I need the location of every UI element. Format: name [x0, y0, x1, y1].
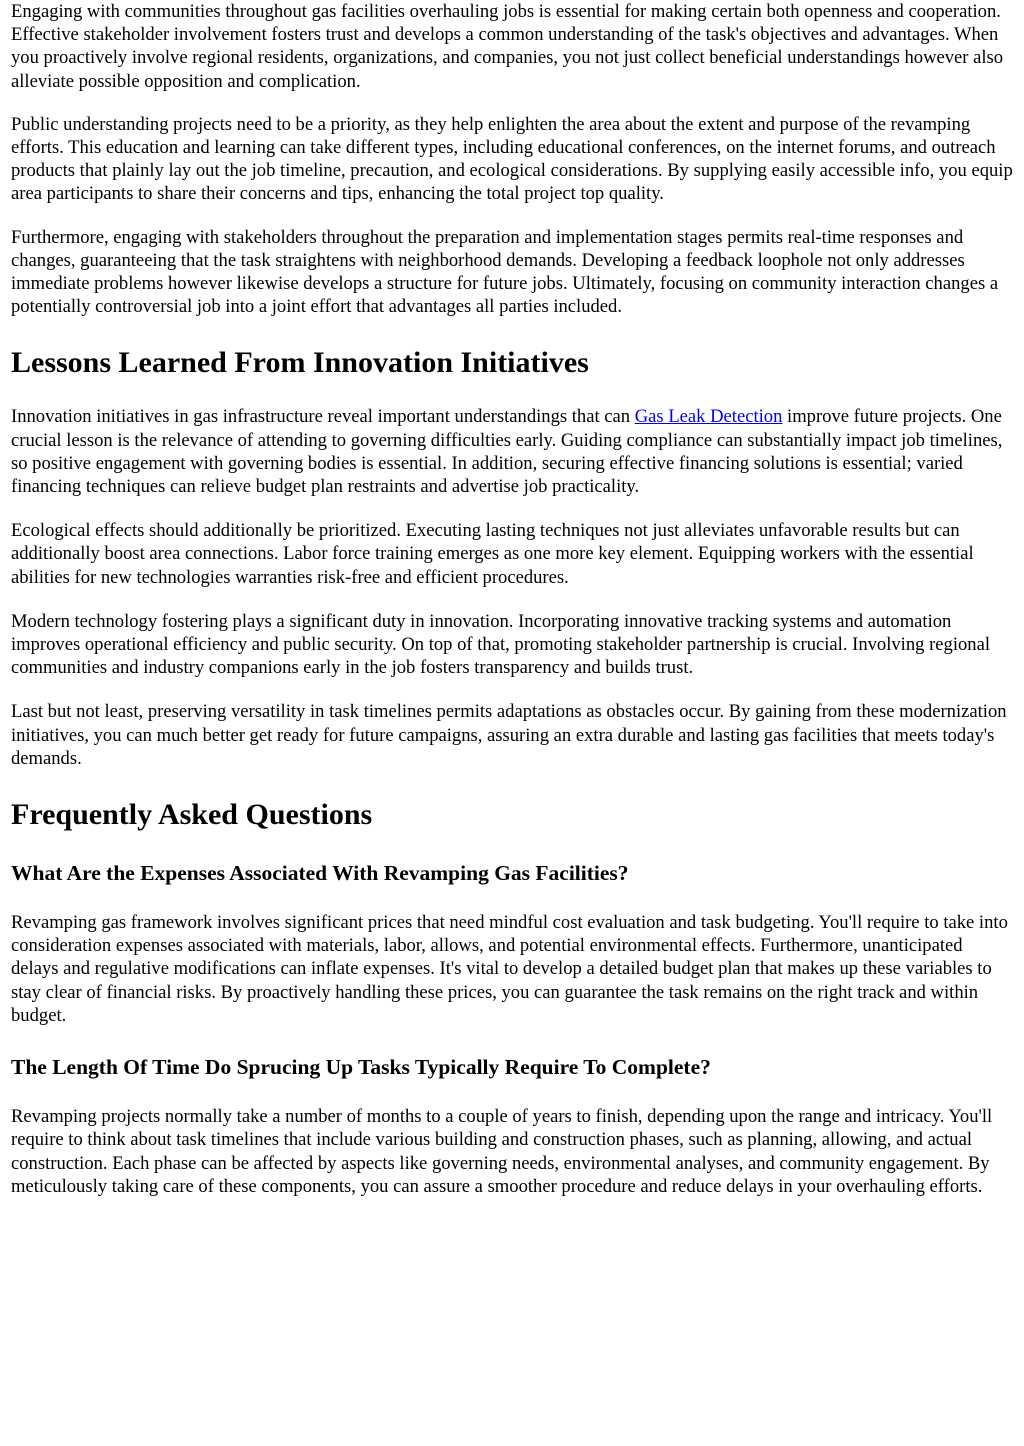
paragraph-text: Innovation initiatives in gas infrastructure reveal important understandings that can	[11, 406, 635, 428]
paragraph-text: improve future projects. One crucial lesson is the relevance of attending to governing difficulties early. Guiding compliance can substantially impact job timelines, so positive engagement with governing bodies is essential. In addition, securing effective financing solutions is essential; varied financing techniques can relieve budget plan restraints and advertise job practicality.	[11, 406, 1003, 498]
paragraph	[11, 405, 1013, 498]
gas-leak-detection-link[interactable]: Gas Leak Detection	[634, 406, 783, 428]
paragraph: Ecological effects should additionally be prioritized. Executing lasting techniques not just alleviates unfavorable results but can additionally boost area connections. Labor force training emerges as one more key element. Equipping workers with the essential abilities for new technologies warranties risk-free and efficient procedures.	[11, 520, 974, 588]
paragraph: Modern technology fostering plays a significant duty in innovation. Incorporating innovative tracking systems and automation improves operational efficiency and public security. On top of that, promoting stakeholder partnership is crucial. Involving regional communities and industry companions early in the job fosters transparency and builds trust.	[11, 610, 990, 679]
community-engagement-section	[11, 0, 1013, 318]
paragraph: Public understanding projects need to be a priority, as they help enlighten the area about the extent and purpose of the revamping efforts. This education and learning can take different types, including educational conferences, on the internet forums, and outreach products that plainly lay out the job timeline, precaution, and ecological considerations. By supplying easily accessible info, you equip area participants to share their concerns and tips, enhancing the total project top quality.	[11, 113, 1013, 205]
faq-question: What Are the Expenses Associated With Revamping Gas Facilities?	[11, 861, 629, 886]
faq-answer: Revamping gas framework involves significant prices that need mindful cost evaluation and task budgeting. You'll require to take into consideration expenses associated with materials, labor, allows, and potential environmental effects. Furthermore, unanticipated delays and regulative modifications can inflate expenses. It's vital to develop a detailed budget plan that makes up these variables to stay clear of financial risks. By proactively handling these prices, you can guarantee the task remains on the right track and within budget.	[11, 912, 1008, 1026]
lessons-learned-section	[11, 346, 1013, 770]
faq-question: The Length Of Time Do Sprucing Up Tasks Typically Require To Complete?	[11, 1055, 711, 1080]
faq-answer: Revamping projects normally take a number of months to a couple of years to finish, depending upon the range and intricacy. You'll require to think about task timelines that include various building and construction phases, such as planning, allowing, and actual construction. Each phase can be affected by aspects like governing needs, environmental analyses, and community engagement. By meticulously taking care of these components, you can assure a smoother procedure and reduce delays in your overhauling efforts.	[11, 1106, 993, 1197]
paragraph: Engaging with communities throughout gas facilities overhauling jobs is essential for making certain both openness and cooperation. Effective stakeholder involvement fosters trust and develops a common understanding of the task's objectives and advantages. When you proactively involve regional residents, organizations, and companies, you not just collect beneficial understandings however also alleviate possible opposition and complication.	[11, 1, 1004, 92]
section-heading: Frequently Asked Questions	[11, 798, 373, 832]
paragraph: Last but not least, preserving versatility in task timelines permits adaptations as obstacles occur. By gaining from these modernization initiatives, you can much better get ready for future campaigns, assuring an extra durable and lasting gas facilities that meets today's demands.	[11, 701, 1007, 769]
section-heading: Lessons Learned From Innovation Initiatives	[11, 346, 589, 380]
paragraph: Furthermore, engaging with stakeholders throughout the preparation and implementation stages permits real-time responses and changes, guaranteeing that the task straightens with neighborhood demands. Developing a feedback loophole not only addresses immediate problems however likewise develops a structure for future jobs. Ultimately, focusing on community interaction changes a potentially controversial job into a joint effort that advantages all parties included.	[11, 226, 999, 318]
faq-section	[11, 798, 1013, 1198]
